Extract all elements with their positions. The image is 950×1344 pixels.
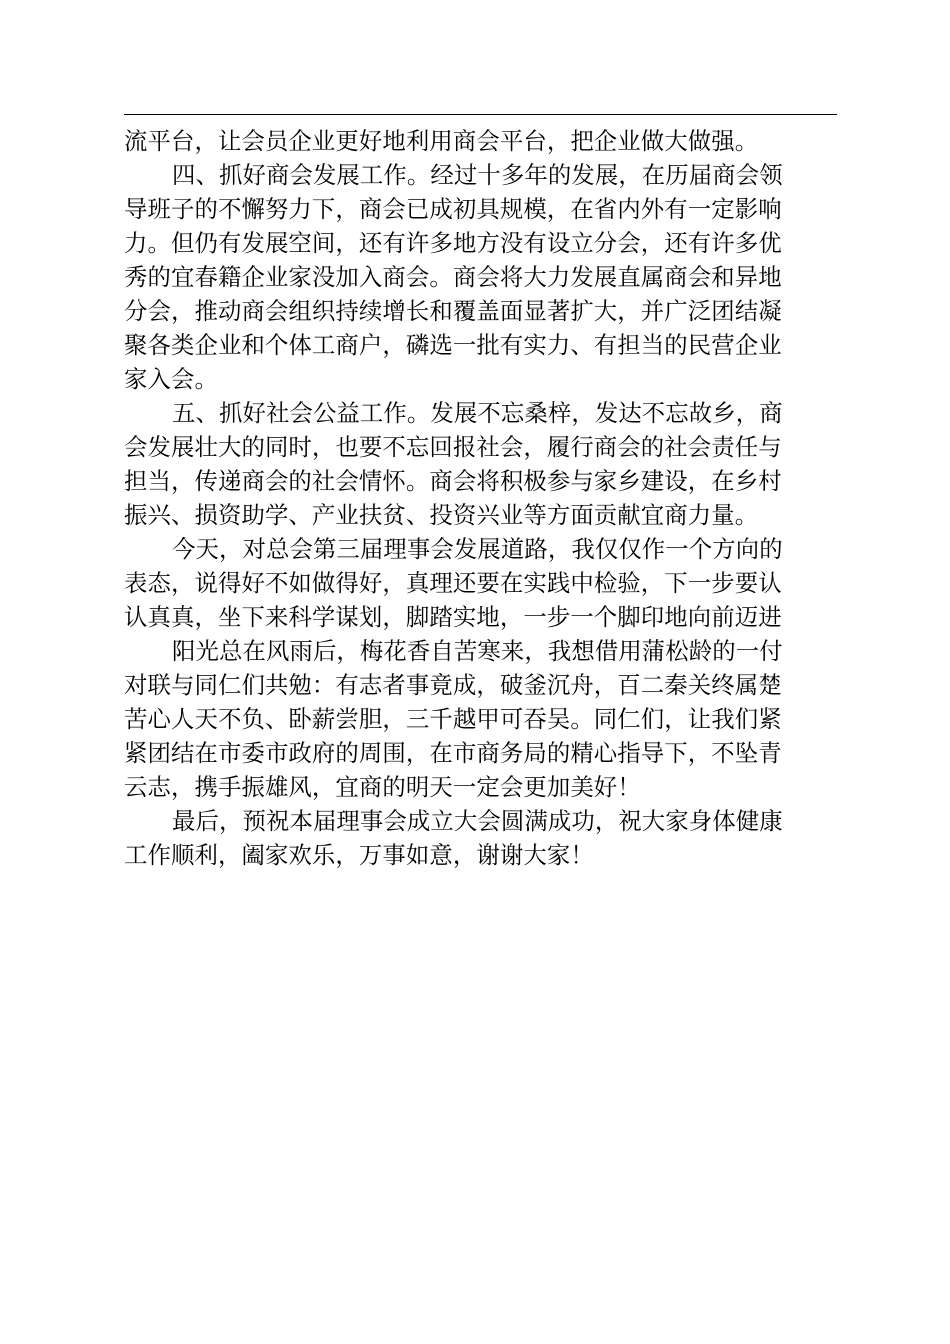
text-line: 五、抓好社会公益工作。发展不忘桑梓，发达不忘故乡，商: [172, 399, 783, 427]
text-line: 认真真，坐下来科学谋划，脚踏实地，一步一个脚印地向前迈进: [124, 603, 782, 631]
text-line: 阳光总在风雨后，梅花香自苦寒来，我想借用蒲松龄的一付: [172, 637, 783, 665]
text-line: 分会，推动商会组织持续增长和覆盖面显著扩大，并广泛团结凝: [124, 297, 782, 325]
text-line: 今天，对总会第三届理事会发展道路，我仅仅作一个方向的: [172, 535, 783, 563]
text-line: 表态，说得好不如做得好，真理还要在实践中检验，下一步要认: [124, 569, 782, 597]
text-line: 会发展壮大的同时，也要不忘回报社会，履行商会的社会责任与: [124, 433, 782, 461]
text-line: 秀的宜春籍企业家没加入商会。商会将大力发展直属商会和异地: [124, 263, 782, 291]
text-line: 最后，预祝本届理事会成立大会圆满成功，祝大家身体健康: [172, 807, 783, 835]
text-line: 四、抓好商会发展工作。经过十多年的发展，在历届商会领: [172, 161, 783, 189]
text-line: 苦心人天不负、卧薪尝胆，三千越甲可吞吴。同仁们，让我们紧: [124, 705, 782, 733]
document-body: [124, 124, 840, 872]
text-line: 担当，传递商会的社会情怀。商会将积极参与家乡建设，在乡村: [124, 467, 782, 495]
text-line: 紧团结在市委市政府的周围，在市商务局的精心指导下，不坠青: [124, 739, 782, 767]
text-line: 导班子的不懈努力下，商会已成初具规模，在省内外有一定影响: [124, 195, 782, 223]
header-rule: [124, 114, 837, 115]
text-line: 聚各类企业和个体工商户，磷选一批有实力、有担当的民营企业: [124, 331, 782, 359]
text-line: 家入会。: [124, 365, 218, 393]
text-line: 对联与同仁们共勉：有志者事竟成，破釜沉舟，百二秦关终属楚: [124, 671, 782, 699]
text-line: 力。但仍有发展空间，还有许多地方没有设立分会，还有许多优: [124, 229, 782, 257]
text-line: 云志，携手振雄风，宜商的明天一定会更加美好！: [124, 773, 641, 801]
text-line: 流平台，让会员企业更好地利用商会平台，把企业做大做强。: [124, 127, 759, 155]
text-line: 工作顺利，阖家欢乐，万事如意，谢谢大家！: [124, 841, 594, 869]
text-line: 振兴、损资助学、产业扶贫、投资兴业等方面贡献宜商力量。: [124, 501, 759, 529]
